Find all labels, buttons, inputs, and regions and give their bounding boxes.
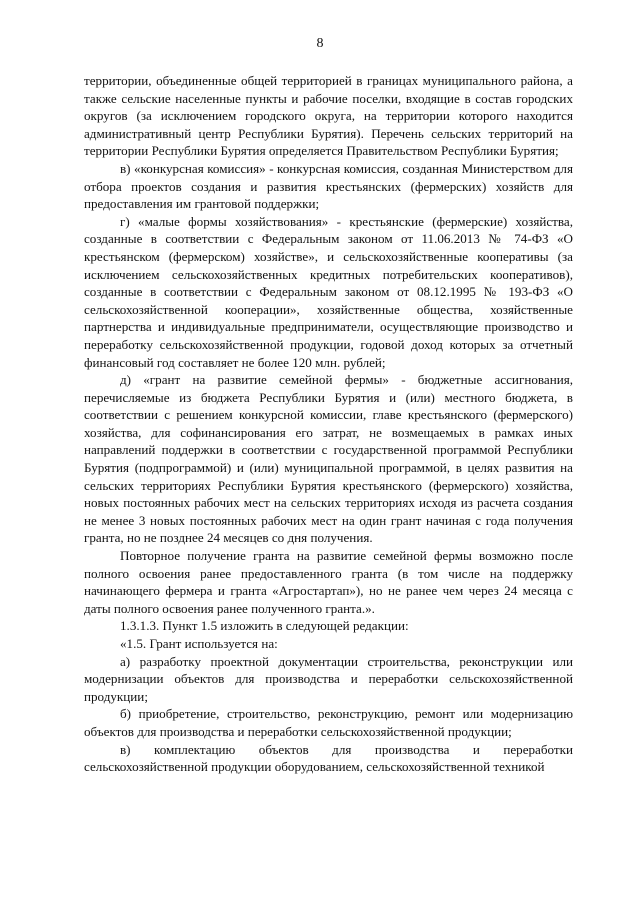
paragraph-repeat-grant: Повторное получение гранта на развитие семейной фермы возможно после полного освоения ранее предоставленного гранта (в том числе на поддержку начинающего фермера и гранта «Агростартап»), но не ранее чем через 24 месяца с даты полного освоения ранее полученного гранта.». [84,548,573,616]
paragraph-clause-1-5-heading: «1.5. Грант используется на: [120,636,278,651]
paragraph-competition-commission: в) «конкурсная комиссия» - конкурсная комиссия, созданная Министерством для отбора проектов создания и развития крестьянских (фермерских) хозяйств для предоставления им грантовой поддержки; [84,160,573,212]
paragraph-small-business-forms: г) «малые формы хозяйствования» - крестьянские (фермерские) хозяйства, созданные в соответствии с Федеральным законом от 11.06.2013 № 74-ФЗ «О крестьянском (фермерском) хозяйстве», и сельскохозяйственные кооперативы (за исключением сельскохозяйственных кредитных потребительских кооперативов), созданные в соответствии с Федеральным законом от 08.12.1995 № 193-ФЗ «О сельскохозяйственной кооперации», хозяйственные общества, хозяйственные партнерства и индивидуальные предприниматели, осуществляющие производство и переработку сельскохозяйственной продукции, годовой доход которых за отчетный финансовый год составляет не более 120 млн. рублей; [84,213,573,370]
paragraph-item-a: а) разработку проектной документации строительства, реконструкции или модернизации объектов для производства и переработки сельскохозяйственной продукции; [84,653,573,704]
paragraph-family-farm-grant: д) «грант на развитие семейной фермы» - бюджетные ассигнования, перечисляемые из бюджета Республики Бурятия и (или) местного бюджета, в соответствии с решением конкурсной комиссии, главе крестьянского (фермерского) хозяйства, для софинансирования его затрат, не возмещаемых в рамках иных направлений поддержки в соответствии с государственной программой Республики Бурятия (подпрограммой) и (или) муниципальной программой, в целях развития на сельских территориях Республики Бурятия крестьянского (фермерского) хозяйства, новых постоянных рабочих мест на сельских территориях исходя из расчета создания не менее 3 новых постоянных рабочих мест на один грант начиная с года получения гранта, но не позднее 24 месяцев со дня получения. [84,372,573,546]
paragraph-item-b: б) приобретение, строительство, реконструкцию, ремонт или модернизацию объектов для производства и переработки сельскохозяйственной продукции; [84,706,573,739]
page-number: 8 [316,36,324,51]
document-body [84,72,573,776]
paragraph-clause-1-3-1-3: 1.3.1.3. Пункт 1.5 изложить в следующей редакции: [120,618,409,634]
paragraph-rural-territories: территории, объединенные общей территорией в границах муниципального района, а также сельские населенные пункты и рабочие поселки, входящие в состав городских округов (за исключением городского округа, на территории которого находится административный центр Республики Бурятия). Перечень сельских территорий на территории Республики Бурятия определяется Правительством Республики Бурятия; [84,73,573,159]
paragraph-item-v: в) комплектацию объектов для производства и переработки сельскохозяйственной продукции оборудованием, сельскохозяйственной техникой [84,741,573,775]
